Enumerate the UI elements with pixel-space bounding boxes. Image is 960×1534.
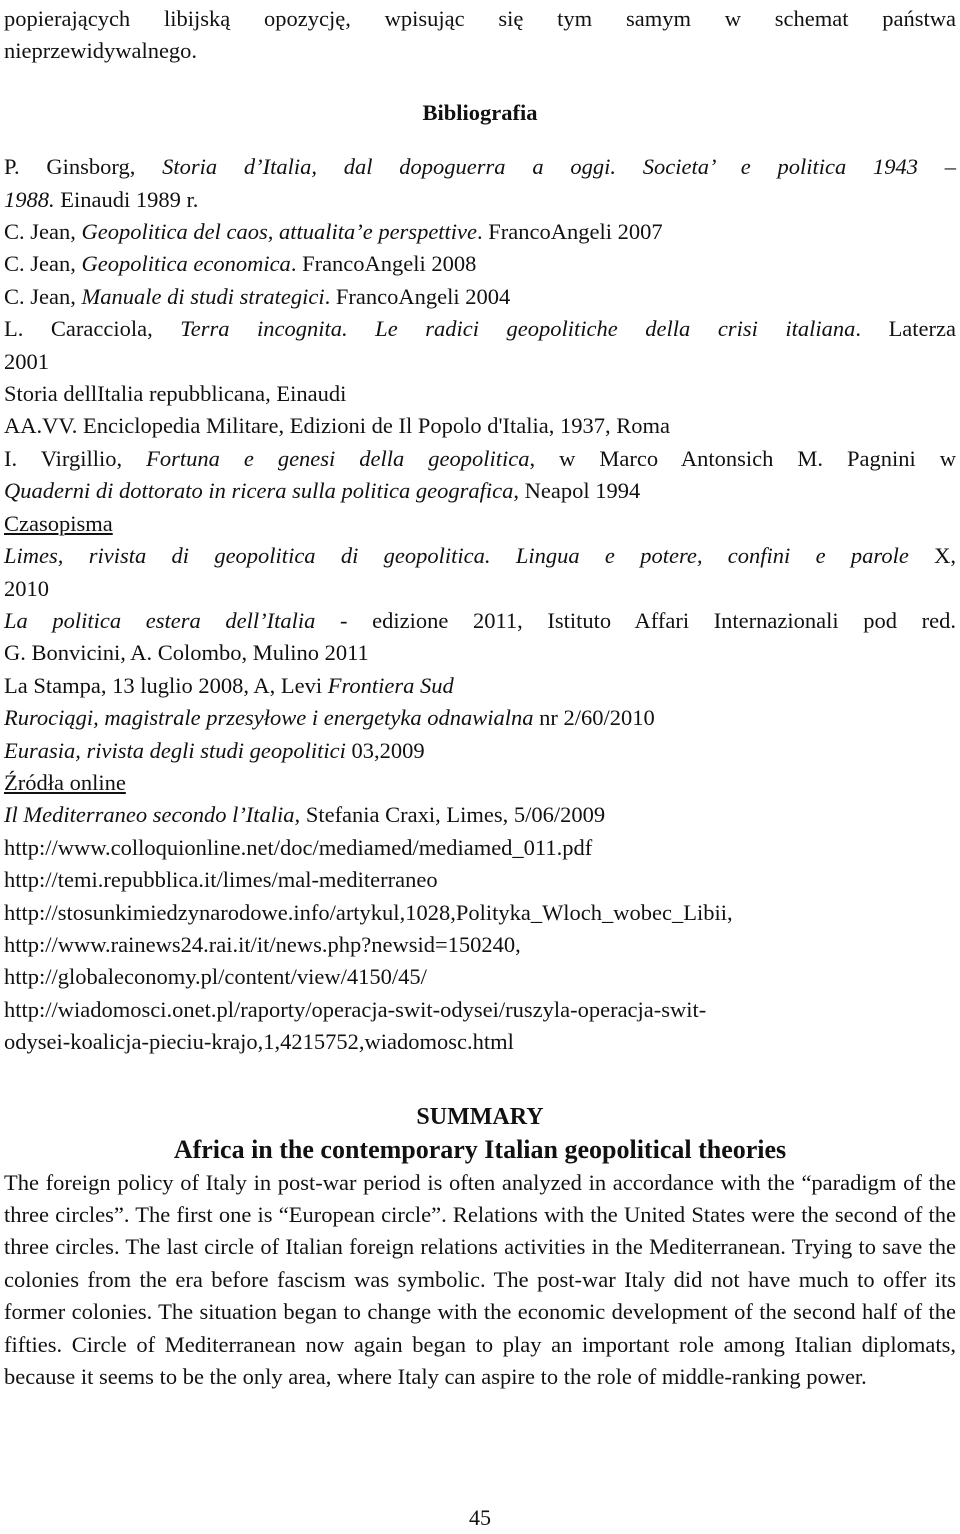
summary-title: Africa in the contemporary Italian geopolitical theories — [173, 1134, 787, 1164]
intro-line-1: popierających libijską opozycję, wpisując się tym samym w schemat państwa — [4, 6, 956, 31]
summary-body: The foreign policy of Italy in post-war period is often analyzed in accordance with the “paradigm of the three circles”. The first one is “European circle”. Relations with the United States were the second of the three circles. The last circle of Italian foreign relations activities in the Mediterranean. Trying to save the colonies from the era before fascism was symbolic. The post-war Italy did not have much to offer its former colonies. The situation began to change with the economic development of the second half of the fifties. Circle of Mediterranean now again began to play an important role among Italian diplomats, because it seems to be the only area, where Italy can aspire to the role of middle-ranking power. — [4, 1169, 956, 1390]
bib-entry-caracciola-cont: 2001 — [4, 348, 49, 374]
bib-entry-virgillio-cont: Quaderni di dottorato in ricera sulla politica geografica, Neapol 1994 — [4, 478, 641, 504]
journal-la-stampa: La Stampa, 13 luglio 2008, A, Levi Frontiera Sud — [4, 672, 454, 698]
bib-entry-ginsborg: P. Ginsborg, Storia d’Italia, dal dopoguerra a oggi. Societa’ e politica 1943 – — [4, 154, 956, 180]
page-number: 45 — [469, 1505, 491, 1530]
bib-entry-caracciola: L. Caracciola, Terra incognita. Le radici geopolitiche della crisi italiana. Laterza — [4, 316, 956, 342]
document-page — [4, 3, 956, 1393]
journal-rurociagi: Rurociągi, magistrale przesyłowe i energetyka odnawialna nr 2/60/2010 — [4, 705, 655, 731]
online-url-globaleconomy[interactable]: http://globaleconomy.pl/content/view/4150/45/ — [4, 964, 427, 990]
online-url-rainews[interactable]: http://www.rainews24.rai.it/it/news.php?newsid=150240, — [4, 931, 521, 957]
bib-entry-jean-3: C. Jean, Manuale di studi strategici. FrancoAngeli 2004 — [4, 283, 511, 309]
online-url-stosunki[interactable]: http://stosunkimiedzynarodowe.info/artykul,1028,Polityka_Wloch_wobec_Libii, — [4, 899, 733, 925]
bib-entry-jean-2: C. Jean, Geopolitica economica. FrancoAngeli 2008 — [4, 251, 477, 277]
journal-limes-cont: 2010 — [4, 575, 49, 601]
online-sources-heading: Źródła online — [4, 769, 126, 795]
journal-politica-estera-cont: G. Bonvicini, A. Colombo, Mulino 2011 — [4, 640, 369, 666]
intro-line-2: nieprzewidywalnego. — [4, 38, 198, 64]
online-url-onet-cont[interactable]: odysei-koalicja-pieciu-krajo,1,4215752,wiadomosc.html — [4, 1029, 514, 1055]
journal-politica-estera: La politica estera dell’Italia - edizione 2011, Istituto Affari Internazionali pod red. — [4, 607, 956, 633]
summary-heading: SUMMARY — [416, 1103, 544, 1130]
bib-entry-jean-1: C. Jean, Geopolitica del caos, attualita’e perspettive. FrancoAngeli 2007 — [4, 219, 663, 245]
bib-entry-enciclopedia: AA.VV. Enciclopedia Militare, Edizioni de Il Popolo d'Italia, 1937, Roma — [4, 413, 671, 439]
online-url-onet[interactable]: http://wiadomosci.onet.pl/raporty/operacja-swit-odysei/ruszyla-operacja-swit- — [4, 996, 707, 1022]
bib-entry-ginsborg-cont: 1988. Einaudi 1989 r. — [4, 186, 199, 212]
online-url-colloquionline[interactable]: http://www.colloquionline.net/doc/mediamed/mediamed_011.pdf — [4, 834, 593, 860]
online-url-repubblica[interactable]: http://temi.repubblica.it/limes/mal-mediterraneo — [4, 867, 438, 893]
online-mediterraneo: Il Mediterraneo secondo l’Italia, Stefania Craxi, Limes, 5/06/2009 — [4, 802, 606, 828]
journal-eurasia: Eurasia, rivista degli studi geopolitici 03,2009 — [4, 737, 425, 763]
bibliography-list — [4, 151, 956, 507]
bib-entry-virgillio: I. Virgillio, Fortuna e genesi della geopolitica, w Marco Antonsich M. Pagnini w — [4, 445, 956, 471]
bib-entry-storia: Storia dellItalia repubblicana, Einaudi — [4, 381, 347, 407]
online-sources-list — [4, 799, 956, 1058]
journals-list — [4, 540, 956, 767]
journal-limes: Limes, rivista di geopolitica di geopolitica. Lingua e potere, confini e parole X, — [4, 543, 956, 569]
bibliography-title: Bibliografia — [422, 99, 538, 125]
journals-heading: Czasopisma — [4, 510, 113, 536]
